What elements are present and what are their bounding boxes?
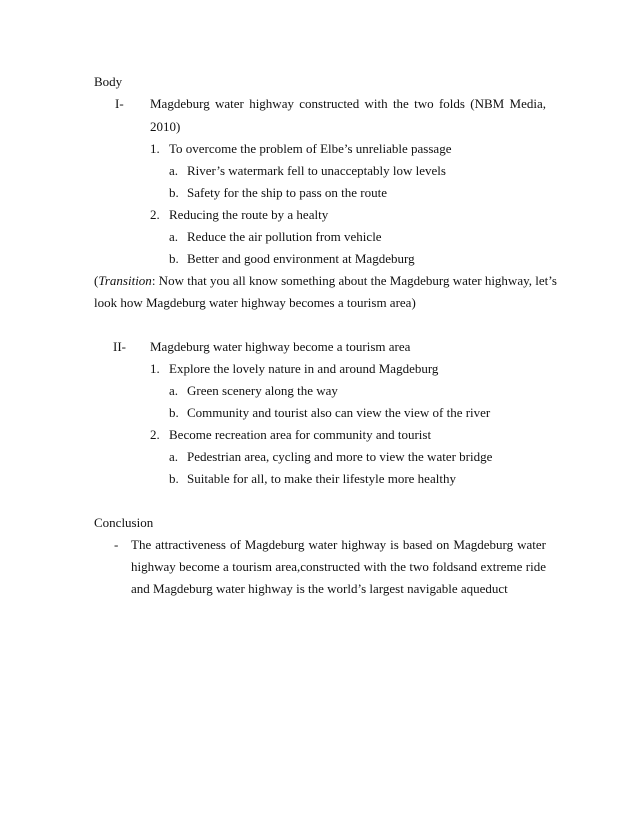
transition-open-paren: ( <box>94 273 99 288</box>
body-heading: Body <box>94 74 123 89</box>
section-2-item-1b-letter: b. <box>169 405 179 420</box>
section-1-item-1b-letter: b. <box>169 185 179 200</box>
section-2-item-2a-text: Pedestrian area, cycling and more to view the water bridge <box>187 449 493 464</box>
transition-label: Transition <box>98 273 152 288</box>
transition-line2: look how Magdeburg water highway becomes a tourism area) <box>94 295 416 310</box>
conclusion-bullet: - <box>114 537 119 552</box>
section-1-title-line2: 2010) <box>150 119 181 134</box>
section-1-item-2b-letter: b. <box>169 251 179 266</box>
section-1-item-1-number: 1. <box>150 141 160 156</box>
section-1-item-1-text: To overcome the problem of Elbe’s unreliable passage <box>169 141 452 156</box>
section-1-item-1b-text: Safety for the ship to pass on the route <box>187 185 388 200</box>
section-1-title-line1: Magdeburg water highway constructed with the two folds (NBM Media, <box>150 96 546 111</box>
section-2-item-1b-text: Community and tourist also can view the view of the river <box>187 405 491 420</box>
section-2-item-2-number: 2. <box>150 427 160 442</box>
transition-line1 <box>94 273 557 289</box>
section-2-numeral: II- <box>113 339 126 354</box>
section-1-item-2a-letter: a. <box>169 229 179 244</box>
section-2-item-1a-text: Green scenery along the way <box>187 383 338 398</box>
conclusion-line1: The attractiveness of Magdeburg water highway is based on Magdeburg water <box>131 537 546 552</box>
transition-line1-rest: : Now that you all know something about the Magdeburg water highway, let’s <box>151 273 557 288</box>
section-1-item-1a-text: River’s watermark fell to unacceptably low levels <box>187 163 446 178</box>
section-1-item-2b-text: Better and good environment at Magdeburg <box>187 251 415 266</box>
section-2-title: Magdeburg water highway become a tourism area <box>150 339 411 354</box>
conclusion-heading: Conclusion <box>94 515 154 530</box>
section-2-item-2b-letter: b. <box>169 471 179 486</box>
section-1-item-2a-text: Reduce the air pollution from vehicle <box>187 229 382 244</box>
section-1-numeral: I- <box>115 96 124 111</box>
section-2-item-2-text: Become recreation area for community and tourist <box>169 427 432 442</box>
section-2-item-2b-text: Suitable for all, to make their lifestyle more healthy <box>187 471 456 486</box>
section-2-item-1a-letter: a. <box>169 383 179 398</box>
section-1-item-2-text: Reducing the route by a healty <box>169 207 329 222</box>
section-2-item-2a-letter: a. <box>169 449 179 464</box>
section-1-item-1a-letter: a. <box>169 163 179 178</box>
section-2-item-1-number: 1. <box>150 361 160 376</box>
conclusion-line2: highway become a tourism area,constructed with the two foldsand extreme ride <box>131 559 546 574</box>
section-2-item-1-text: Explore the lovely nature in and around Magdeburg <box>169 361 439 376</box>
conclusion-line3: and Magdeburg water highway is the world’s largest navigable aqueduct <box>131 581 508 596</box>
section-1-item-2-number: 2. <box>150 207 160 222</box>
